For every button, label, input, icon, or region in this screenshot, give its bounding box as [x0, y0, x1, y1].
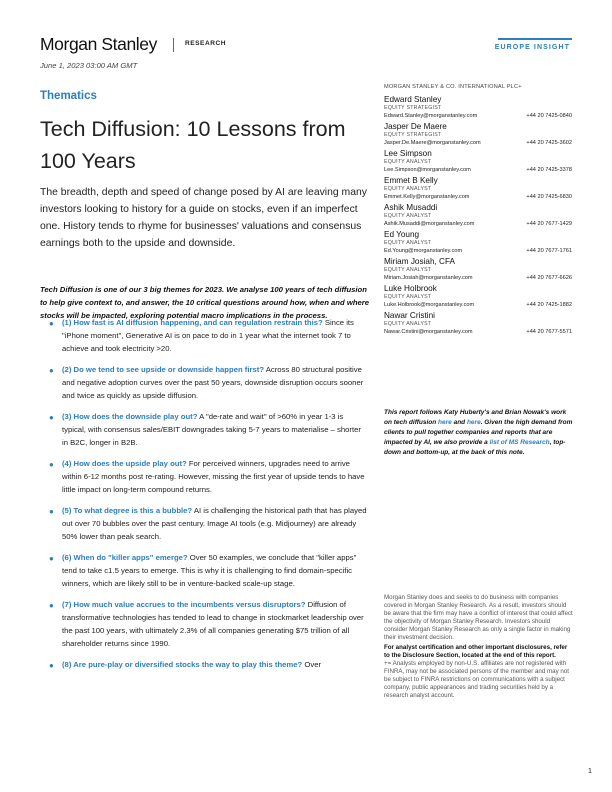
- analyst-entry: [384, 284, 572, 309]
- finra-note: += Analysts employed by non-U.S. affiliates are not registered with FINRA, may not be associated persons of the member and may not be subject to FINRA restrictions on communications with a subject company, public appearances and trading securities held by a research analyst account.: [384, 660, 570, 699]
- intro-paragraph: Tech Diffusion is one of our 3 big themes for 2023. We analyse 100 years of tech diffusion to help give context to, and answer, the 10 critical questions around how, when and where stocks will be impacted, exploring potential macro implications in the process.: [40, 285, 370, 320]
- analyst-phone: +44 20 7677-5571: [526, 329, 572, 335]
- analyst-entry: [384, 95, 572, 120]
- report-title: Tech Diffusion: 10 Lessons from 100 Years: [40, 117, 346, 173]
- analyst-phone: +44 20 7425-3378: [526, 167, 572, 173]
- lesson-question[interactable]: (4) How does the upside play out?: [62, 459, 187, 468]
- lesson-text: Over 50 examples, we conclude that "killer apps" tend to take c1.5 years to emerge. This is why it is challenging to find domain-specific winners, which are likely still to be in venture-backed scale-up stage.: [62, 553, 357, 588]
- analyst-role: EQUITY ANALYST: [384, 294, 432, 300]
- lesson-text: Since its "iPhone moment", Generative AI is on pace to do in 1 year what the internet took 7 to achieve and took electricity >20.: [62, 318, 354, 353]
- analyst-entry: [384, 176, 572, 201]
- analyst-email[interactable]: Miriam.Josiah@morganstanley.com: [384, 275, 473, 281]
- lesson-item: [49, 598, 369, 650]
- lesson-item: [49, 363, 369, 402]
- analyst-role: EQUITY ANALYST: [384, 213, 432, 219]
- analyst-role: EQUITY ANALYST: [384, 321, 432, 327]
- lesson-text: A "de-rate and wait" of >60% in year 1-3 is typical, with consensus sales/EBIT downgrades taking 5-7 years to materialise – shorter in B2C, longer in B2B.: [62, 412, 361, 447]
- bullet-icon: ●: [49, 507, 54, 516]
- lesson-text: Across 80 structural positive and negative adoption curves over the past 50 years, downside disruption occurs sooner and twice as quickly as upside diffusion.: [62, 365, 364, 400]
- analyst-entry: [384, 257, 572, 282]
- morgan-stanley-logo: Morgan Stanley: [40, 34, 157, 54]
- report-header: [40, 34, 572, 56]
- here-link[interactable]: here: [438, 419, 452, 426]
- analyst-entry: [384, 230, 572, 255]
- analyst-email[interactable]: Nawar.Cristini@morganstanley.com: [384, 329, 473, 335]
- lesson-item: [49, 658, 369, 671]
- analyst-entry: [384, 311, 572, 336]
- lesson-item: [49, 551, 369, 590]
- analyst-email[interactable]: Edward.Stanley@morganstanley.com: [384, 113, 478, 119]
- header-divider: [173, 38, 174, 52]
- analyst-name: Luke Holbrook: [384, 284, 437, 293]
- here-link[interactable]: here: [466, 419, 481, 426]
- analyst-phone: +44 20 7425-6830: [526, 194, 572, 200]
- analyst-role: EQUITY ANALYST: [384, 159, 432, 165]
- analyst-phone: +44 20 7425-0840: [526, 113, 572, 119]
- analyst-phone: +44 20 7425-1882: [526, 302, 572, 308]
- follow-text: , top-down and bottom-up, at the back of this note.: [384, 439, 566, 456]
- follow-note: [384, 408, 574, 458]
- analyst-role: EQUITY STRATEGIST: [384, 105, 442, 111]
- report-summary: The breadth, depth and speed of change posed by AI are leaving many investors looking to history for a guide on stocks, even if an imperfect one. History tends to rhyme for businesses' valuations and consensus earnings both to the upside and downside.: [40, 187, 367, 249]
- lesson-question[interactable]: (3) How does the downside play out?: [62, 412, 198, 421]
- analyst-name: Emmet B Kelly: [384, 176, 438, 185]
- analyst-email[interactable]: Lee.Simpson@morganstanley.com: [384, 167, 471, 173]
- analyst-email[interactable]: Ashik.Musaddi@morganstanley.com: [384, 221, 475, 227]
- lesson-question[interactable]: (5) To what degree is this a bubble?: [62, 506, 193, 515]
- analyst-name: Edward Stanley: [384, 95, 442, 104]
- research-label: RESEARCH: [185, 40, 227, 47]
- lesson-question[interactable]: (7) How much value accrues to the incumbents versus disruptors?: [62, 600, 306, 609]
- lesson-text: Over: [304, 660, 322, 669]
- analyst-email[interactable]: Ed.Young@morganstanley.com: [384, 248, 463, 254]
- analyst-name: Ashik Musaddi: [384, 203, 438, 212]
- analyst-name: Ed Young: [384, 230, 420, 239]
- lesson-question[interactable]: (8) Are pure-play or diversified stocks the way to play this theme?: [62, 660, 303, 669]
- bullet-icon: ●: [49, 601, 54, 610]
- analyst-name: Nawar Cristini: [384, 311, 435, 320]
- analyst-entry: [384, 122, 572, 147]
- publish-date: June 1, 2023 03:00 AM GMT: [40, 61, 138, 70]
- analyst-entry: [384, 149, 572, 174]
- ms-research-list-link[interactable]: list of MS Research: [489, 439, 550, 446]
- bullet-icon: ●: [49, 319, 54, 328]
- bullet-icon: ●: [49, 554, 54, 563]
- lesson-item: [49, 504, 369, 543]
- analyst-phone: +44 20 7677-1429: [526, 221, 572, 227]
- analyst-name: Miriam Josiah, CFA: [384, 257, 455, 266]
- bullet-icon: ●: [49, 366, 54, 375]
- lesson-question[interactable]: (6) When do "killer apps" emerge?: [62, 553, 188, 562]
- analyst-role: EQUITY ANALYST: [384, 186, 432, 192]
- analyst-panel: [384, 84, 572, 338]
- disclosure-block: [384, 594, 574, 700]
- analyst-phone: +44 20 7425-3602: [526, 140, 572, 146]
- analyst-role: EQUITY STRATEGIST: [384, 132, 442, 138]
- analyst-email[interactable]: Luke.Holbrook@morganstanley.com: [384, 302, 475, 308]
- lesson-question[interactable]: (2) Do we tend to see upside or downside happen first?: [62, 365, 265, 374]
- category-label: Thematics: [40, 90, 97, 102]
- analyst-role: EQUITY ANALYST: [384, 240, 432, 246]
- analyst-phone: +44 20 7677-6626: [526, 275, 572, 281]
- firm-name: MORGAN STANLEY & CO. INTERNATIONAL PLC+: [384, 84, 522, 90]
- lesson-item: [49, 457, 369, 496]
- region-label: EUROPE INSIGHT: [494, 44, 570, 51]
- analyst-name: Jasper De Maere: [384, 122, 447, 131]
- analyst-entry: [384, 203, 572, 228]
- follow-text: This report follows Katy Huberty's and Brian Nowak's work on tech diffusion: [384, 409, 567, 426]
- disclosure-text: Morgan Stanley does and seeks to do business with companies covered in Morgan Stanley Research. As a result, investors should be aware that the firm may have a conflict of interest that could affect the objectivity of Morgan Stanley Research. Investors should consider Morgan Stanley Research as only a single factor in making their investment decision.: [384, 594, 573, 641]
- page-number: 1: [588, 768, 592, 775]
- bullet-icon: ●: [49, 413, 54, 422]
- lesson-item: [49, 316, 369, 355]
- lesson-text: For perceived winners, upgrades need to arrive within 6-12 months post re-rating. However, missing the first year of upside tends to have little impact on long-term compound returns.: [62, 459, 365, 494]
- analyst-name: Lee Simpson: [384, 149, 432, 158]
- lesson-text: Diffusion of transformative technologies has tended to lead to change in stockmarket leadership over the past 100 years, with ultimately 2.3% of all companies generating $75 trillion of all shareholder returns since 1990.: [62, 600, 364, 648]
- lessons-list: [49, 316, 369, 679]
- region-rule: [498, 38, 572, 40]
- bullet-icon: ●: [49, 460, 54, 469]
- analyst-email[interactable]: Jasper.De.Maere@morganstanley.com: [384, 140, 481, 146]
- bullet-icon: ●: [49, 661, 54, 670]
- lesson-item: [49, 410, 369, 449]
- follow-text: . Given the high demand from clients to pull together companies and reports that are impacted by AI, we also provide a: [384, 419, 573, 446]
- analyst-phone: +44 20 7677-1761: [526, 248, 572, 254]
- follow-text: and: [451, 419, 467, 426]
- disclosure-bold: For analyst certification and other important disclosures, refer to the Disclosure Section, located at the end of this report.: [384, 644, 568, 659]
- analyst-role: EQUITY ANALYST: [384, 267, 432, 273]
- lesson-text: AI is challenging the historical path that has played out over 70 bubbles over the past century. Image AI tools (e.g. Midjourney) are already 50% lower than peak search.: [62, 506, 367, 541]
- analyst-email[interactable]: Emmet.Kelly@morganstanley.com: [384, 194, 470, 200]
- lesson-question[interactable]: (1) How fast is AI diffusion happening, and can regulation restrain this?: [62, 318, 323, 327]
